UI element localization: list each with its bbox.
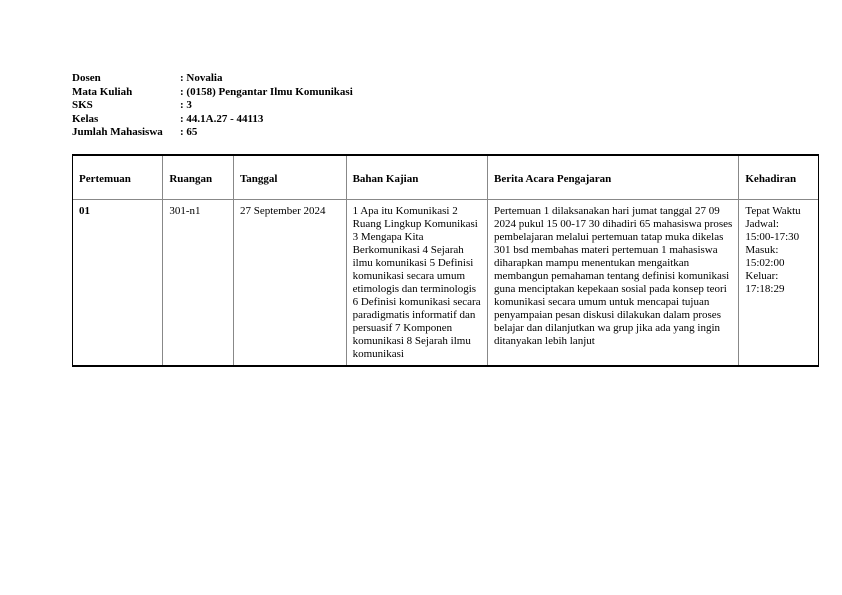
info-row-jumlah-mahasiswa: [72, 126, 353, 140]
cell-bahan-kajian: 1 Apa itu Komunikasi 2 Ruang Lingkup Komunikasi 3 Mengapa Kita Berkomunikasi 4 Sejarah ilmu komunikasi 5 Definisi komunikasi secara umum etimologis dan terminologis 6 Definisi komunikasi secara paradigmatis informatif dan persuasif 7 Komponen komunikasi 8 Sejarah ilmu komunikasi: [346, 200, 487, 367]
header-tanggal: Tanggal: [233, 155, 346, 200]
info-value: : (0158) Pengantar Ilmu Komunikasi: [180, 85, 353, 98]
header-berita-acara: Berita Acara Pengajaran: [488, 155, 739, 200]
table-row: [73, 200, 819, 367]
kehadiran-masuk-value: 15:02:00: [745, 257, 785, 269]
cell-berita-acara: Pertemuan 1 dilaksanakan hari jumat tanggal 27 09 2024 pukul 15 00-17 30 dihadiri 65 mahasiswa proses pembelajaran melalui pertemuan tatap muka dikelas 301 bsd membahas materi pertemuan 1 mahasiswa diharapkan mampu menentukan mengaitkan membangun pemahaman tentang definisi komunikasi guna menciptakan kepekaan sosial pada konsep teori komunikasi secara umum untuk mencapai tujuan penyampaian pesan diskusi dilakukan dalam proses belajar dan dilanjutkan wa grup jika ada yang ingin ditanyakan lebih lanjut: [488, 200, 739, 367]
teaching-report-table: [72, 154, 819, 367]
info-value: : 65: [180, 126, 198, 138]
header-pertemuan: Pertemuan: [73, 155, 163, 200]
course-info: [72, 72, 353, 140]
info-row-kelas: [72, 113, 353, 127]
info-row-mata-kuliah: [72, 86, 353, 100]
kehadiran-keluar-label: Keluar:: [745, 270, 779, 282]
info-value: : Novalia: [180, 72, 223, 84]
kehadiran-status: Tepat Waktu: [745, 205, 801, 217]
header-bahan-kajian: Bahan Kajian: [346, 155, 487, 200]
info-label: Jumlah Mahasiswa: [72, 126, 163, 138]
info-label: SKS: [72, 99, 93, 111]
header-ruangan: Ruangan: [163, 155, 234, 200]
kehadiran-jadwal-label: Jadwal:: [745, 218, 779, 230]
cell-tanggal: 27 September 2024: [233, 200, 346, 367]
cell-ruangan: 301-n1: [163, 200, 234, 367]
info-label: Dosen: [72, 72, 101, 84]
info-label: Mata Kuliah: [72, 85, 133, 98]
info-label: Kelas: [72, 112, 99, 125]
info-value: : 3: [180, 99, 192, 111]
info-row-sks: [72, 99, 353, 113]
info-row-dosen: [72, 72, 353, 86]
table-header-row: [73, 155, 819, 200]
header-kehadiran: Kehadiran: [739, 155, 819, 200]
cell-kehadiran: [739, 200, 819, 367]
info-value: : 44.1A.27 - 44113: [180, 112, 264, 125]
kehadiran-masuk-label: Masuk:: [745, 244, 779, 256]
cell-pertemuan: 01: [73, 200, 163, 367]
kehadiran-keluar-value: 17:18:29: [745, 283, 785, 295]
kehadiran-jadwal-value: 15:00-17:30: [745, 231, 800, 243]
